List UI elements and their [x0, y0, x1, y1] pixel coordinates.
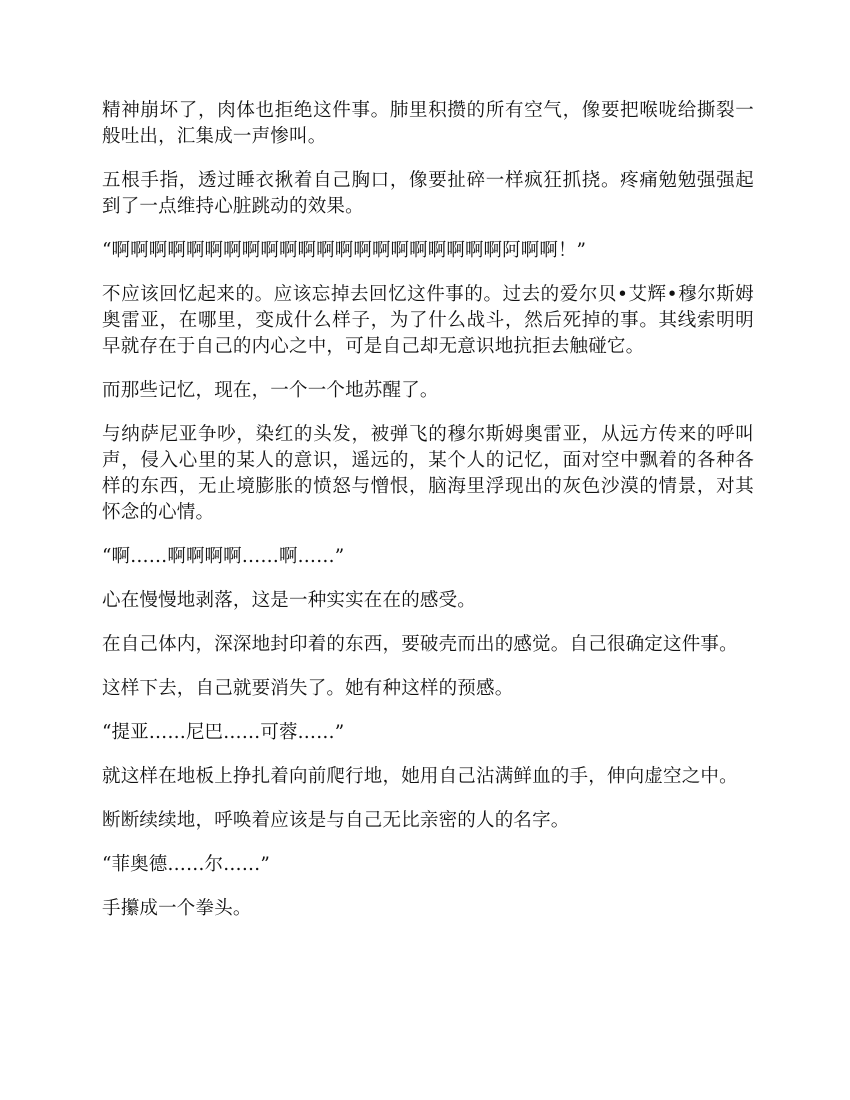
paragraph: 不应该回忆起来的。应该忘掉去回忆这件事的。过去的爱尔贝•艾辉•穆尔斯姆奥雷亚，在哪里，变成什么样子，为了什么战斗，然后死掉的事。其线索明明早就存在于自己的内心之中，可是自己却无意识地抗拒去触碰它。: [102, 284, 754, 357]
dialogue-line: “菲奥德……尔……”: [102, 854, 270, 875]
paragraph: 在自己体内，深深地封印着的东西，要破壳而出的感觉。自己很确定这件事。: [102, 634, 738, 655]
dialogue-line: “啊啊啊啊啊啊啊啊啊啊啊啊啊啊啊啊啊啊啊啊啊阿啊啊！”: [102, 240, 587, 261]
paragraph: 手攥成一个拳头。: [102, 898, 252, 919]
paragraph: 断断续续地，呼唤着应该是与自己无比亲密的人的名字。: [102, 810, 570, 831]
paragraph: 而那些记忆，现在，一个一个地苏醒了。: [102, 380, 439, 401]
paragraph: 与纳萨尼亚争吵，染红的头发，被弹飞的穆尔斯姆奥雷亚，从远方传来的呼叫声，侵入心里的某人的意识，遥远的，某个人的记忆，面对空中飘着的各种各样的东西，无止境膨胀的愤怒与憎恨，脑海里浮现出的灰色沙漠的情景，对其怀念的心情。: [102, 424, 754, 523]
dialogue-line: “啊……啊啊啊啊……啊……”: [102, 546, 345, 567]
paragraph: 五根手指，透过睡衣揪着自己胸口，像要扯碎一样疯狂抓挠。疼痛勉勉强强起到了一点维持心脏跳动的效果。: [102, 170, 754, 217]
paragraph: 精神崩坏了，肉体也拒绝这件事。肺里积攒的所有空气，像要把喉咙给撕裂一般吐出，汇集成一声惨叫。: [102, 100, 754, 147]
dialogue-line: “提亚……尼巴……可蓉……”: [102, 722, 345, 743]
paragraph: 心在慢慢地剥落，这是一种实实在在的感受。: [102, 590, 477, 611]
paragraph: 这样下去，自己就要消失了。她有种这样的预感。: [102, 678, 514, 699]
paragraph: 就这样在地板上挣扎着向前爬行地，她用自己沾满鲜血的手，伸向虚空之中。: [102, 766, 738, 787]
